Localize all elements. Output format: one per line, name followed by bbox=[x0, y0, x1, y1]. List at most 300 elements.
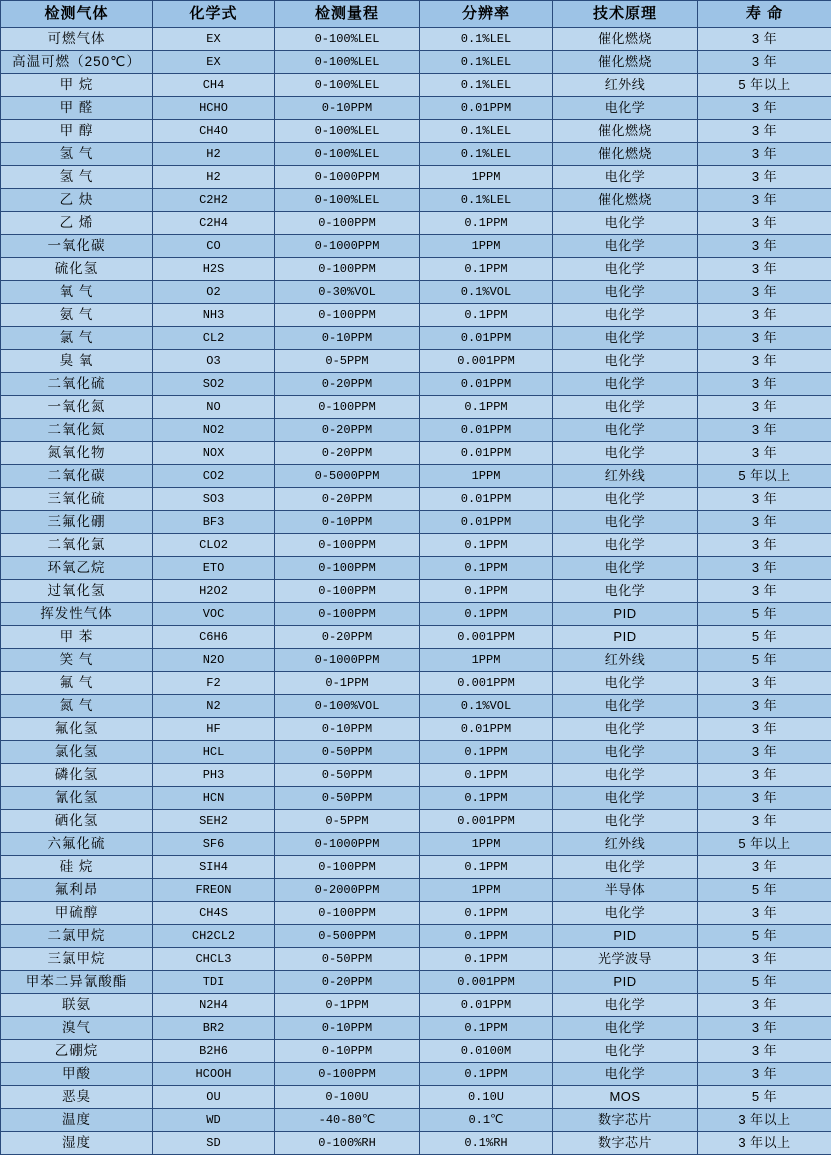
cell-range: 0-500PPM bbox=[275, 925, 420, 948]
table-row bbox=[1, 1063, 831, 1086]
cell-principle: 电化学 bbox=[553, 350, 698, 373]
column-header-life: 寿 命 bbox=[698, 1, 831, 28]
cell-range: 0-100%LEL bbox=[275, 189, 420, 212]
cell-resolution: 1PPM bbox=[420, 235, 553, 258]
cell-resolution: 1PPM bbox=[420, 879, 553, 902]
cell-range: 0-50PPM bbox=[275, 764, 420, 787]
cell-range: 0-10PPM bbox=[275, 718, 420, 741]
cell-life: 3 年 bbox=[698, 258, 831, 281]
cell-principle: 催化燃烧 bbox=[553, 189, 698, 212]
cell-range: 0-100%VOL bbox=[275, 695, 420, 718]
cell-gas: 氮氧化物 bbox=[1, 442, 153, 465]
cell-resolution: 0.01PPM bbox=[420, 419, 553, 442]
cell-range: 0-100%LEL bbox=[275, 74, 420, 97]
cell-range: 0-1PPM bbox=[275, 672, 420, 695]
cell-resolution: 0.1PPM bbox=[420, 396, 553, 419]
table-row bbox=[1, 741, 831, 764]
cell-principle: 电化学 bbox=[553, 810, 698, 833]
cell-gas: 甲苯二异氰酸酯 bbox=[1, 971, 153, 994]
cell-life: 3 年 bbox=[698, 787, 831, 810]
cell-formula: CO2 bbox=[153, 465, 275, 488]
table-row bbox=[1, 879, 831, 902]
cell-resolution: 0.01PPM bbox=[420, 327, 553, 350]
cell-range: 0-100PPM bbox=[275, 304, 420, 327]
cell-gas: 氢 气 bbox=[1, 166, 153, 189]
cell-range: 0-100PPM bbox=[275, 534, 420, 557]
cell-range: 0-1000PPM bbox=[275, 166, 420, 189]
cell-range: 0-50PPM bbox=[275, 787, 420, 810]
cell-resolution: 0.1PPM bbox=[420, 902, 553, 925]
cell-principle: 电化学 bbox=[553, 281, 698, 304]
cell-life: 3 年 bbox=[698, 902, 831, 925]
cell-life: 3 年 bbox=[698, 948, 831, 971]
table-row bbox=[1, 189, 831, 212]
cell-resolution: 0.01PPM bbox=[420, 97, 553, 120]
cell-resolution: 0.1PPM bbox=[420, 603, 553, 626]
cell-resolution: 0.1PPM bbox=[420, 856, 553, 879]
cell-gas: 氧 气 bbox=[1, 281, 153, 304]
cell-formula: CLO2 bbox=[153, 534, 275, 557]
cell-formula: CL2 bbox=[153, 327, 275, 350]
cell-formula: SD bbox=[153, 1132, 275, 1155]
cell-gas: 硒化氢 bbox=[1, 810, 153, 833]
table-row bbox=[1, 488, 831, 511]
table-row bbox=[1, 166, 831, 189]
cell-resolution: 0.001PPM bbox=[420, 350, 553, 373]
cell-life: 3 年 bbox=[698, 51, 831, 74]
cell-formula: HF bbox=[153, 718, 275, 741]
table-header-row bbox=[1, 1, 831, 28]
table-row bbox=[1, 948, 831, 971]
cell-resolution: 0.1PPM bbox=[420, 557, 553, 580]
cell-range: 0-50PPM bbox=[275, 948, 420, 971]
cell-principle: 电化学 bbox=[553, 235, 698, 258]
cell-life: 3 年 bbox=[698, 373, 831, 396]
cell-range: 0-100%RH bbox=[275, 1132, 420, 1155]
cell-gas: 一氧化碳 bbox=[1, 235, 153, 258]
cell-principle: 催化燃烧 bbox=[553, 120, 698, 143]
cell-principle: 光学波导 bbox=[553, 948, 698, 971]
cell-resolution: 0.1PPM bbox=[420, 304, 553, 327]
cell-life: 3 年 bbox=[698, 166, 831, 189]
cell-resolution: 0.1%RH bbox=[420, 1132, 553, 1155]
cell-gas: 氢 气 bbox=[1, 143, 153, 166]
cell-gas: 高温可燃（250℃） bbox=[1, 51, 153, 74]
table-row bbox=[1, 1040, 831, 1063]
cell-life: 3 年 bbox=[698, 97, 831, 120]
cell-principle: 催化燃烧 bbox=[553, 28, 698, 51]
cell-principle: MOS bbox=[553, 1086, 698, 1109]
cell-range: 0-100PPM bbox=[275, 258, 420, 281]
cell-resolution: 0.001PPM bbox=[420, 626, 553, 649]
cell-gas: 挥发性气体 bbox=[1, 603, 153, 626]
cell-gas: 二氧化氮 bbox=[1, 419, 153, 442]
cell-formula: SIH4 bbox=[153, 856, 275, 879]
cell-life: 3 年 bbox=[698, 511, 831, 534]
table-row bbox=[1, 925, 831, 948]
cell-range: 0-100%LEL bbox=[275, 143, 420, 166]
cell-formula: CO bbox=[153, 235, 275, 258]
cell-life: 3 年 bbox=[698, 1040, 831, 1063]
table-row bbox=[1, 97, 831, 120]
cell-gas: 甲 烷 bbox=[1, 74, 153, 97]
cell-principle: 电化学 bbox=[553, 396, 698, 419]
cell-resolution: 0.01PPM bbox=[420, 994, 553, 1017]
cell-formula: O2 bbox=[153, 281, 275, 304]
cell-range: 0-100PPM bbox=[275, 603, 420, 626]
cell-principle: 电化学 bbox=[553, 557, 698, 580]
cell-resolution: 1PPM bbox=[420, 833, 553, 856]
table-row bbox=[1, 695, 831, 718]
cell-formula: F2 bbox=[153, 672, 275, 695]
cell-formula: HCN bbox=[153, 787, 275, 810]
cell-range: 0-100PPM bbox=[275, 902, 420, 925]
table-row bbox=[1, 833, 831, 856]
cell-life: 3 年 bbox=[698, 994, 831, 1017]
cell-principle: 数字芯片 bbox=[553, 1132, 698, 1155]
cell-range: 0-10PPM bbox=[275, 1040, 420, 1063]
table-row bbox=[1, 902, 831, 925]
table-row bbox=[1, 212, 831, 235]
cell-life: 3 年 bbox=[698, 764, 831, 787]
cell-life: 3 年 bbox=[698, 189, 831, 212]
cell-resolution: 0.1PPM bbox=[420, 1017, 553, 1040]
cell-gas: 硅 烷 bbox=[1, 856, 153, 879]
cell-range: 0-10PPM bbox=[275, 327, 420, 350]
cell-life: 5 年以上 bbox=[698, 833, 831, 856]
cell-life: 3 年 bbox=[698, 419, 831, 442]
cell-formula: B2H6 bbox=[153, 1040, 275, 1063]
cell-resolution: 0.1%LEL bbox=[420, 189, 553, 212]
cell-resolution: 0.01PPM bbox=[420, 488, 553, 511]
cell-life: 3 年 bbox=[698, 741, 831, 764]
cell-life: 3 年 bbox=[698, 442, 831, 465]
table-row bbox=[1, 28, 831, 51]
cell-resolution: 0.1PPM bbox=[420, 741, 553, 764]
cell-range: -40-80℃ bbox=[275, 1109, 420, 1132]
cell-resolution: 0.1PPM bbox=[420, 258, 553, 281]
cell-principle: 电化学 bbox=[553, 166, 698, 189]
cell-principle: PID bbox=[553, 925, 698, 948]
table-row bbox=[1, 350, 831, 373]
cell-principle: 催化燃烧 bbox=[553, 143, 698, 166]
cell-gas: 二氧化硫 bbox=[1, 373, 153, 396]
cell-principle: 电化学 bbox=[553, 1063, 698, 1086]
table-row bbox=[1, 442, 831, 465]
cell-principle: 电化学 bbox=[553, 695, 698, 718]
cell-principle: 半导体 bbox=[553, 879, 698, 902]
cell-formula: NH3 bbox=[153, 304, 275, 327]
cell-formula: FREON bbox=[153, 879, 275, 902]
cell-formula: C2H4 bbox=[153, 212, 275, 235]
cell-life: 3 年 bbox=[698, 212, 831, 235]
cell-gas: 甲 醛 bbox=[1, 97, 153, 120]
cell-range: 0-1000PPM bbox=[275, 235, 420, 258]
table-row bbox=[1, 580, 831, 603]
cell-formula: HCHO bbox=[153, 97, 275, 120]
cell-life: 3 年 bbox=[698, 281, 831, 304]
cell-formula: SF6 bbox=[153, 833, 275, 856]
cell-gas: 氨 气 bbox=[1, 304, 153, 327]
cell-principle: 电化学 bbox=[553, 442, 698, 465]
cell-gas: 氯化氢 bbox=[1, 741, 153, 764]
cell-resolution: 0.1%LEL bbox=[420, 51, 553, 74]
table-body bbox=[1, 28, 831, 1155]
cell-range: 0-1PPM bbox=[275, 994, 420, 1017]
cell-resolution: 0.0100M bbox=[420, 1040, 553, 1063]
cell-life: 3 年 bbox=[698, 1017, 831, 1040]
table-row bbox=[1, 74, 831, 97]
cell-formula: EX bbox=[153, 28, 275, 51]
cell-range: 0-100PPM bbox=[275, 580, 420, 603]
cell-gas: 过氧化氢 bbox=[1, 580, 153, 603]
cell-principle: PID bbox=[553, 603, 698, 626]
cell-life: 5 年 bbox=[698, 626, 831, 649]
cell-formula: CH4S bbox=[153, 902, 275, 925]
cell-principle: 电化学 bbox=[553, 741, 698, 764]
cell-principle: 电化学 bbox=[553, 511, 698, 534]
cell-principle: 电化学 bbox=[553, 718, 698, 741]
table-row bbox=[1, 304, 831, 327]
cell-formula: BR2 bbox=[153, 1017, 275, 1040]
cell-formula: HCOOH bbox=[153, 1063, 275, 1086]
cell-formula: N2 bbox=[153, 695, 275, 718]
cell-gas: 温度 bbox=[1, 1109, 153, 1132]
cell-gas: 乙 炔 bbox=[1, 189, 153, 212]
cell-range: 0-20PPM bbox=[275, 442, 420, 465]
cell-gas: 一氧化氮 bbox=[1, 396, 153, 419]
table-row bbox=[1, 1086, 831, 1109]
cell-range: 0-5000PPM bbox=[275, 465, 420, 488]
table-row bbox=[1, 396, 831, 419]
cell-formula: CH4 bbox=[153, 74, 275, 97]
cell-formula: BF3 bbox=[153, 511, 275, 534]
cell-principle: PID bbox=[553, 971, 698, 994]
cell-resolution: 0.001PPM bbox=[420, 810, 553, 833]
cell-resolution: 0.01PPM bbox=[420, 511, 553, 534]
cell-formula: OU bbox=[153, 1086, 275, 1109]
cell-formula: TDI bbox=[153, 971, 275, 994]
cell-life: 3 年 bbox=[698, 28, 831, 51]
cell-life: 3 年 bbox=[698, 580, 831, 603]
table-row bbox=[1, 235, 831, 258]
table-row bbox=[1, 51, 831, 74]
cell-principle: 红外线 bbox=[553, 74, 698, 97]
cell-resolution: 0.1PPM bbox=[420, 534, 553, 557]
column-header-resolution: 分辨率 bbox=[420, 1, 553, 28]
cell-principle: 电化学 bbox=[553, 97, 698, 120]
cell-range: 0-100%LEL bbox=[275, 120, 420, 143]
cell-principle: 电化学 bbox=[553, 764, 698, 787]
cell-principle: 电化学 bbox=[553, 373, 698, 396]
table-row bbox=[1, 1132, 831, 1155]
cell-principle: 电化学 bbox=[553, 212, 698, 235]
cell-resolution: 0.1PPM bbox=[420, 948, 553, 971]
cell-principle: 红外线 bbox=[553, 649, 698, 672]
cell-resolution: 0.1PPM bbox=[420, 580, 553, 603]
cell-life: 3 年 bbox=[698, 557, 831, 580]
cell-gas: 溴气 bbox=[1, 1017, 153, 1040]
cell-resolution: 0.01PPM bbox=[420, 373, 553, 396]
cell-life: 5 年 bbox=[698, 649, 831, 672]
cell-formula: HCL bbox=[153, 741, 275, 764]
table-row bbox=[1, 971, 831, 994]
table-row bbox=[1, 764, 831, 787]
cell-range: 0-50PPM bbox=[275, 741, 420, 764]
cell-formula: ETO bbox=[153, 557, 275, 580]
table-row bbox=[1, 672, 831, 695]
table-row bbox=[1, 511, 831, 534]
cell-gas: 甲硫醇 bbox=[1, 902, 153, 925]
cell-gas: 二氧化碳 bbox=[1, 465, 153, 488]
cell-formula: O3 bbox=[153, 350, 275, 373]
cell-gas: 臭 氧 bbox=[1, 350, 153, 373]
cell-life: 3 年以上 bbox=[698, 1132, 831, 1155]
cell-gas: 乙硼烷 bbox=[1, 1040, 153, 1063]
cell-resolution: 0.1PPM bbox=[420, 212, 553, 235]
cell-gas: 恶臭 bbox=[1, 1086, 153, 1109]
cell-resolution: 0.1℃ bbox=[420, 1109, 553, 1132]
cell-principle: 电化学 bbox=[553, 1017, 698, 1040]
table-row bbox=[1, 626, 831, 649]
cell-gas: 二氯甲烷 bbox=[1, 925, 153, 948]
table-row bbox=[1, 258, 831, 281]
cell-resolution: 0.1PPM bbox=[420, 1063, 553, 1086]
cell-life: 3 年 bbox=[698, 488, 831, 511]
table-row bbox=[1, 465, 831, 488]
table-row bbox=[1, 557, 831, 580]
cell-formula: H2S bbox=[153, 258, 275, 281]
cell-resolution: 1PPM bbox=[420, 166, 553, 189]
cell-principle: PID bbox=[553, 626, 698, 649]
cell-gas: 三氯甲烷 bbox=[1, 948, 153, 971]
cell-life: 3 年 bbox=[698, 534, 831, 557]
cell-formula: H2 bbox=[153, 166, 275, 189]
cell-resolution: 0.001PPM bbox=[420, 672, 553, 695]
cell-gas: 磷化氢 bbox=[1, 764, 153, 787]
cell-formula: CH2CL2 bbox=[153, 925, 275, 948]
cell-formula: NOX bbox=[153, 442, 275, 465]
cell-formula: EX bbox=[153, 51, 275, 74]
cell-formula: CH4O bbox=[153, 120, 275, 143]
cell-life: 3 年 bbox=[698, 120, 831, 143]
cell-gas: 氮 气 bbox=[1, 695, 153, 718]
cell-gas: 环氧乙烷 bbox=[1, 557, 153, 580]
cell-life: 5 年以上 bbox=[698, 465, 831, 488]
cell-life: 3 年 bbox=[698, 304, 831, 327]
cell-gas: 三氟化硼 bbox=[1, 511, 153, 534]
cell-gas: 二氧化氯 bbox=[1, 534, 153, 557]
cell-range: 0-20PPM bbox=[275, 971, 420, 994]
cell-range: 0-100PPM bbox=[275, 212, 420, 235]
cell-life: 5 年以上 bbox=[698, 74, 831, 97]
cell-gas: 三氧化硫 bbox=[1, 488, 153, 511]
cell-formula: VOC bbox=[153, 603, 275, 626]
cell-life: 3 年 bbox=[698, 143, 831, 166]
cell-principle: 电化学 bbox=[553, 902, 698, 925]
table-header bbox=[1, 1, 831, 28]
table-row bbox=[1, 120, 831, 143]
cell-formula: SEH2 bbox=[153, 810, 275, 833]
cell-gas: 甲酸 bbox=[1, 1063, 153, 1086]
cell-formula: SO2 bbox=[153, 373, 275, 396]
column-header-principle: 技术原理 bbox=[553, 1, 698, 28]
cell-range: 0-100%LEL bbox=[275, 51, 420, 74]
cell-life: 3 年 bbox=[698, 810, 831, 833]
cell-gas: 甲 苯 bbox=[1, 626, 153, 649]
cell-life: 3 年 bbox=[698, 350, 831, 373]
table-row bbox=[1, 994, 831, 1017]
cell-principle: 催化燃烧 bbox=[553, 51, 698, 74]
cell-range: 0-100PPM bbox=[275, 856, 420, 879]
cell-formula: SO3 bbox=[153, 488, 275, 511]
cell-resolution: 0.1PPM bbox=[420, 764, 553, 787]
cell-formula: NO2 bbox=[153, 419, 275, 442]
cell-formula: WD bbox=[153, 1109, 275, 1132]
cell-gas: 可燃气体 bbox=[1, 28, 153, 51]
table-row bbox=[1, 603, 831, 626]
cell-life: 5 年 bbox=[698, 925, 831, 948]
cell-resolution: 0.1%LEL bbox=[420, 143, 553, 166]
cell-resolution: 0.1PPM bbox=[420, 787, 553, 810]
table-row bbox=[1, 419, 831, 442]
cell-life: 3 年 bbox=[698, 718, 831, 741]
table-row bbox=[1, 143, 831, 166]
cell-range: 0-5PPM bbox=[275, 810, 420, 833]
cell-resolution: 0.01PPM bbox=[420, 442, 553, 465]
cell-formula: PH3 bbox=[153, 764, 275, 787]
cell-formula: C6H6 bbox=[153, 626, 275, 649]
cell-principle: 电化学 bbox=[553, 1040, 698, 1063]
cell-life: 5 年 bbox=[698, 603, 831, 626]
cell-range: 0-100%LEL bbox=[275, 28, 420, 51]
cell-principle: 电化学 bbox=[553, 994, 698, 1017]
cell-range: 0-10PPM bbox=[275, 97, 420, 120]
cell-range: 0-100PPM bbox=[275, 557, 420, 580]
cell-life: 3 年 bbox=[698, 235, 831, 258]
cell-principle: 电化学 bbox=[553, 304, 698, 327]
cell-principle: 电化学 bbox=[553, 856, 698, 879]
cell-resolution: 0.1%VOL bbox=[420, 695, 553, 718]
cell-principle: 红外线 bbox=[553, 833, 698, 856]
cell-range: 0-5PPM bbox=[275, 350, 420, 373]
cell-principle: 电化学 bbox=[553, 419, 698, 442]
cell-range: 0-100U bbox=[275, 1086, 420, 1109]
cell-gas: 六氟化硫 bbox=[1, 833, 153, 856]
cell-life: 3 年 bbox=[698, 695, 831, 718]
cell-principle: 电化学 bbox=[553, 327, 698, 350]
cell-range: 0-30%VOL bbox=[275, 281, 420, 304]
table-row bbox=[1, 1017, 831, 1040]
table-row bbox=[1, 327, 831, 350]
cell-principle: 电化学 bbox=[553, 488, 698, 511]
cell-gas: 硫化氢 bbox=[1, 258, 153, 281]
table-row bbox=[1, 787, 831, 810]
cell-life: 3 年 bbox=[698, 327, 831, 350]
cell-principle: 电化学 bbox=[553, 672, 698, 695]
cell-gas: 氟利昂 bbox=[1, 879, 153, 902]
cell-range: 0-20PPM bbox=[275, 488, 420, 511]
table-row bbox=[1, 1109, 831, 1132]
cell-principle: 数字芯片 bbox=[553, 1109, 698, 1132]
table-row bbox=[1, 281, 831, 304]
cell-range: 0-20PPM bbox=[275, 419, 420, 442]
cell-life: 3 年 bbox=[698, 1063, 831, 1086]
cell-range: 0-20PPM bbox=[275, 373, 420, 396]
cell-gas: 氯 气 bbox=[1, 327, 153, 350]
column-header-gas: 检测气体 bbox=[1, 1, 153, 28]
cell-principle: 电化学 bbox=[553, 258, 698, 281]
